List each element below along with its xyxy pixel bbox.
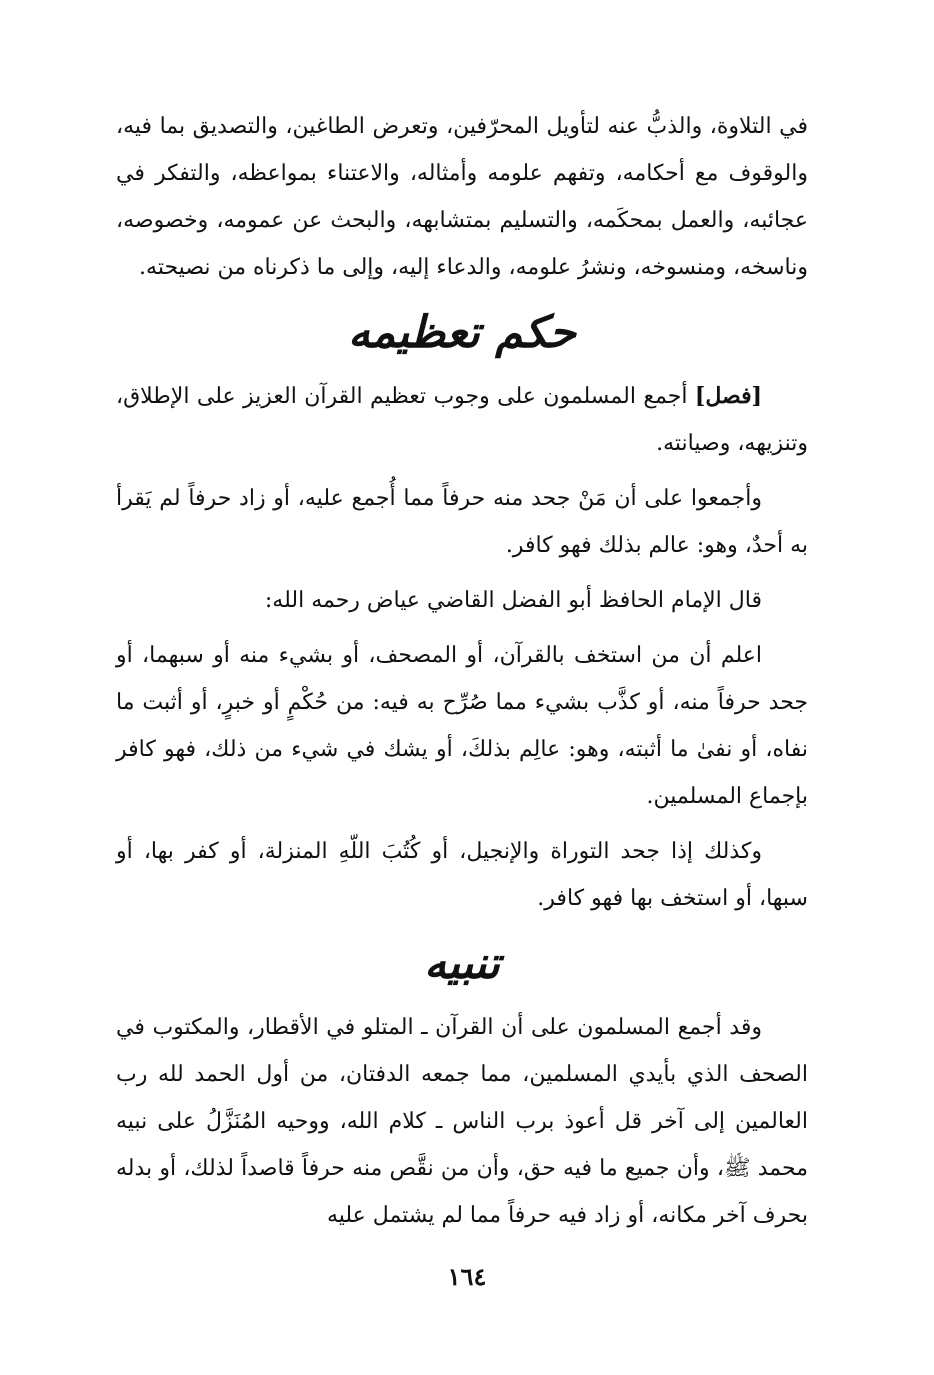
paragraph-other-books: وكذلك إذا جحد التوراة والإنجيل، أو كُتُبَ اللّهِ المنزلة، أو كفر بها، أو سبها، أو استخف بها فهو كافر. — [116, 839, 808, 911]
paragraph-ruling-detail: اعلم أن من استخف بالقرآن، أو المصحف، أو بشيء منه أو سبهما، أو جحد حرفاً منه، أو كذَّب بشيء مما صُرِّح به فيه: من حُكْمٍ أو خبرٍ، أو أثبت ما نفاه، أو نفىٰ ما أثبته، وهو: عالِم بذلكَ، أو يشك في شيء من ذلك، فهو كافر بإجماع المسلمين. — [116, 643, 808, 809]
paragraph-consensus: وأجمعوا على أن مَنْ جحد منه حرفاً مما أُجمع عليه، أو زاد حرفاً لم يَقرأ به أحدٌ، وهو: عالم بذلك فهو كافر. — [116, 486, 808, 558]
fasl-label: [فصل] — [694, 383, 762, 409]
paragraph-notice: وقد أجمع المسلمون على أن القرآن ـ المتلو في الأقطار، والمكتوب في الصحف الذي بأيدي المسلمين، مما جمعه الدفتان، من أول الحمد لله رب العالمين إلى آخر قل أعوذ برب الناس ـ كلام الله، ووحيه المُنَزَّلُ على نبيه محمد ﷺ، وأن جميع ما فيه حق، وأن من نقَّص منه حرفاً قاصداً لذلك، أو بدله بحرف آخر مكانه، أو زاد فيه حرفاً مما لم يشتمل عليه — [116, 1015, 808, 1228]
paragraph-qadi-iyad: قال الإمام الحافظ أبو الفضل القاضي عياض رحمه الله: — [264, 588, 762, 613]
paragraph-fasl — [116, 373, 808, 467]
page-number: ١٦٤ — [447, 1262, 487, 1291]
section-heading-ruling: حكم تعظيمه — [348, 307, 576, 358]
section-heading-notice: تنبيه — [424, 938, 500, 989]
paragraph-continuation: في التلاوة، والذبُّ عنه لتأويل المحرّفين، وتعرض الطاغين، والتصديق بما فيه، والوقوف مع أحكامه، وتفهم علومه وأمثاله، والاعتناء بمواعظه، والتفكر في عجائبه، والعمل بمحكَمه، والتسليم بمتشابهه، والبحث عن عمومه، وخصوصه، وناسخه، ومنسوخه، ونشرُ علومه، والدعاء إليه، وإلى ما ذكرناه من نصيحته. — [116, 114, 808, 280]
paragraph-fasl-text: أجمع المسلمون على وجوب تعظيم القرآن العزيز على الإطلاق، وتنزيهه، وصيانته. — [116, 384, 808, 456]
